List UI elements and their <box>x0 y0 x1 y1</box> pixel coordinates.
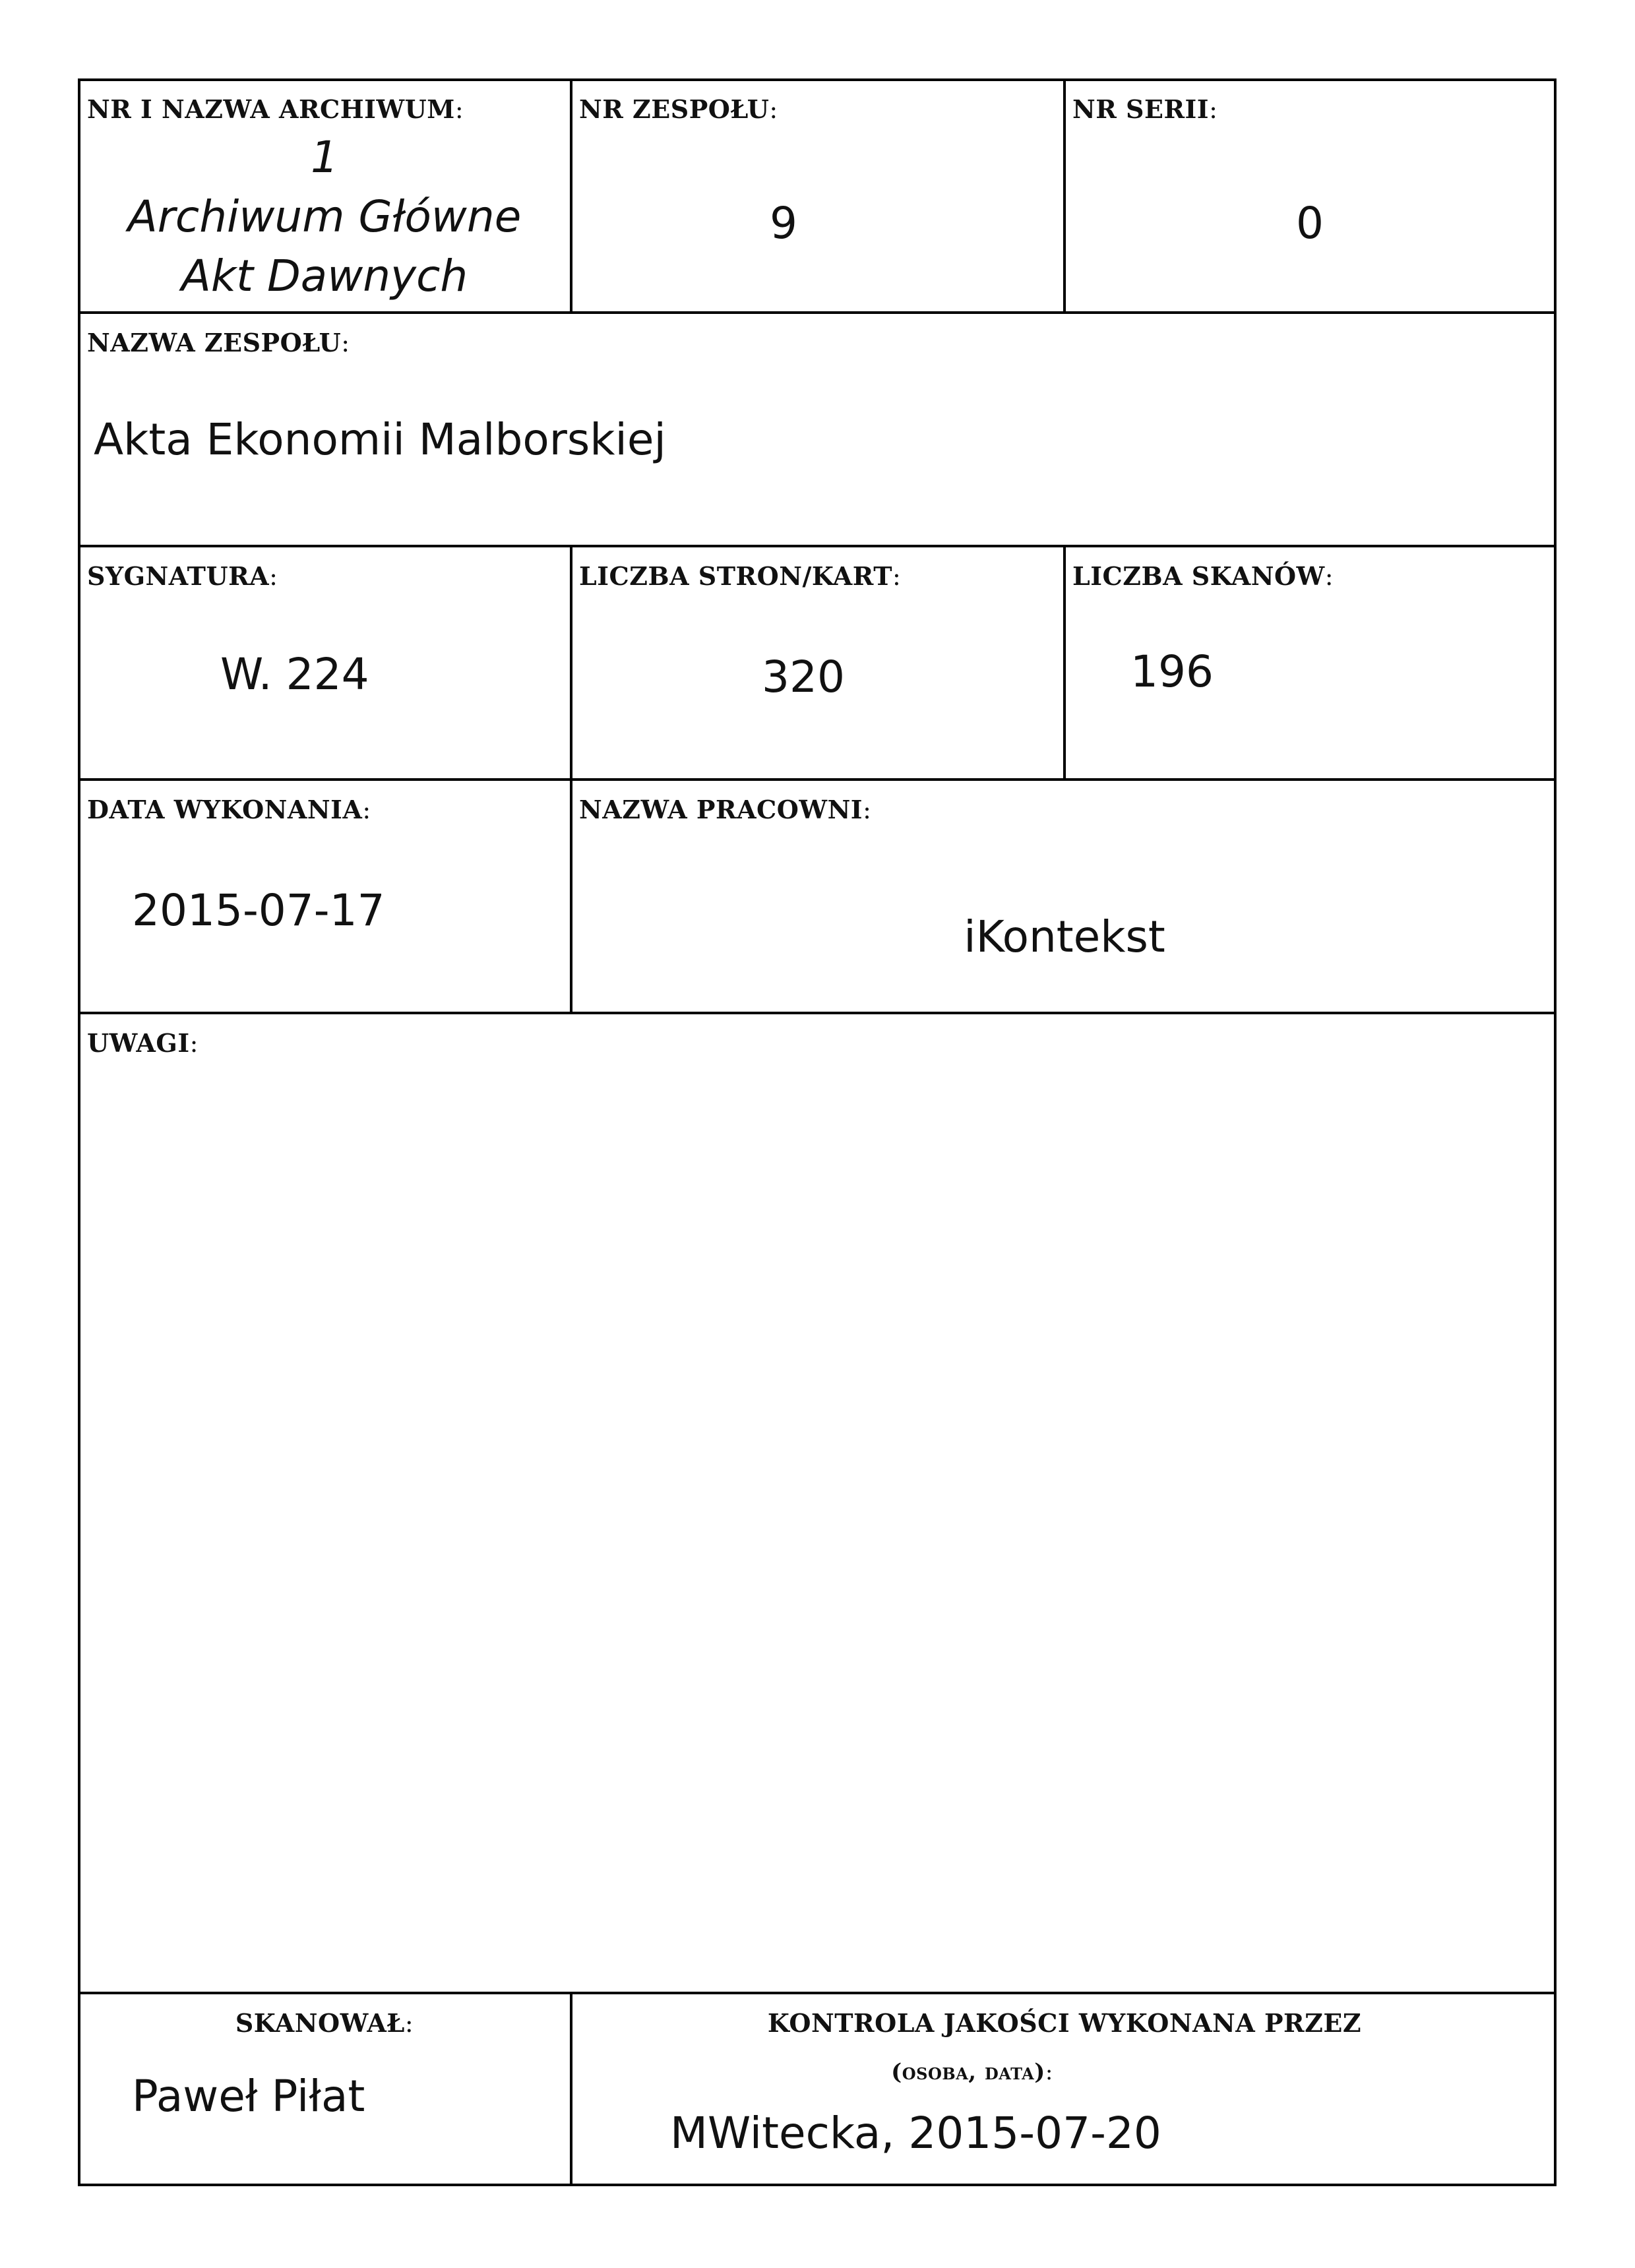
workshop-value: iKontekst <box>964 911 1165 962</box>
archive-label: NR I NAZWA ARCHIWUM: <box>87 94 464 124</box>
signature-label: SYGNATURA: <box>87 561 278 591</box>
fonds-name-label: NAZWA ZESPOŁU: <box>87 328 350 357</box>
quality-control-label: KONTROLA JAKOŚCI WYKONANA PRZEZ <box>767 2008 1362 2038</box>
scans-label: LICZBA SKANÓW: <box>1072 561 1334 591</box>
column-divider <box>1063 78 1066 313</box>
archive-number: 1 <box>311 132 338 183</box>
pages-label: LICZBA STRON/KART: <box>579 561 902 591</box>
quality-control-value: MWitecka, 2015-07-20 <box>670 2108 1161 2159</box>
fonds-number-label: NR ZESPOŁU: <box>579 94 778 124</box>
row-divider <box>78 1012 1557 1014</box>
row-divider <box>78 545 1557 547</box>
date-value: 2015-07-17 <box>132 885 385 936</box>
quality-control-sublabel: (osoba, data): <box>891 2059 1053 2085</box>
form-frame <box>78 78 1557 2186</box>
fonds-number-value: 9 <box>770 198 797 249</box>
scanned-by-value: Paweł Piłat <box>132 2071 365 2122</box>
row-divider <box>78 1992 1557 1994</box>
notes-label: UWAGI: <box>87 1028 199 1058</box>
archive-name-line1: Archiwum Główne <box>127 191 522 242</box>
scanned-by-label: SKANOWAŁ: <box>235 2008 414 2038</box>
column-divider <box>570 778 572 1013</box>
fonds-name-value: Akta Ekonomii Malborskiej <box>94 414 666 465</box>
series-number-value: 0 <box>1296 198 1324 249</box>
column-divider <box>1063 545 1066 780</box>
signature-value: W. 224 <box>220 649 369 700</box>
series-number-label: NR SERII: <box>1072 94 1218 124</box>
pages-value: 320 <box>762 652 845 702</box>
date-label: DATA WYKONANIA: <box>87 795 371 824</box>
archive-name-line2: Akt Dawnych <box>181 251 468 301</box>
row-divider <box>78 311 1557 314</box>
scans-value: 196 <box>1130 646 1214 697</box>
row-divider <box>78 778 1557 781</box>
workshop-label: NAZWA PRACOWNI: <box>579 795 872 824</box>
